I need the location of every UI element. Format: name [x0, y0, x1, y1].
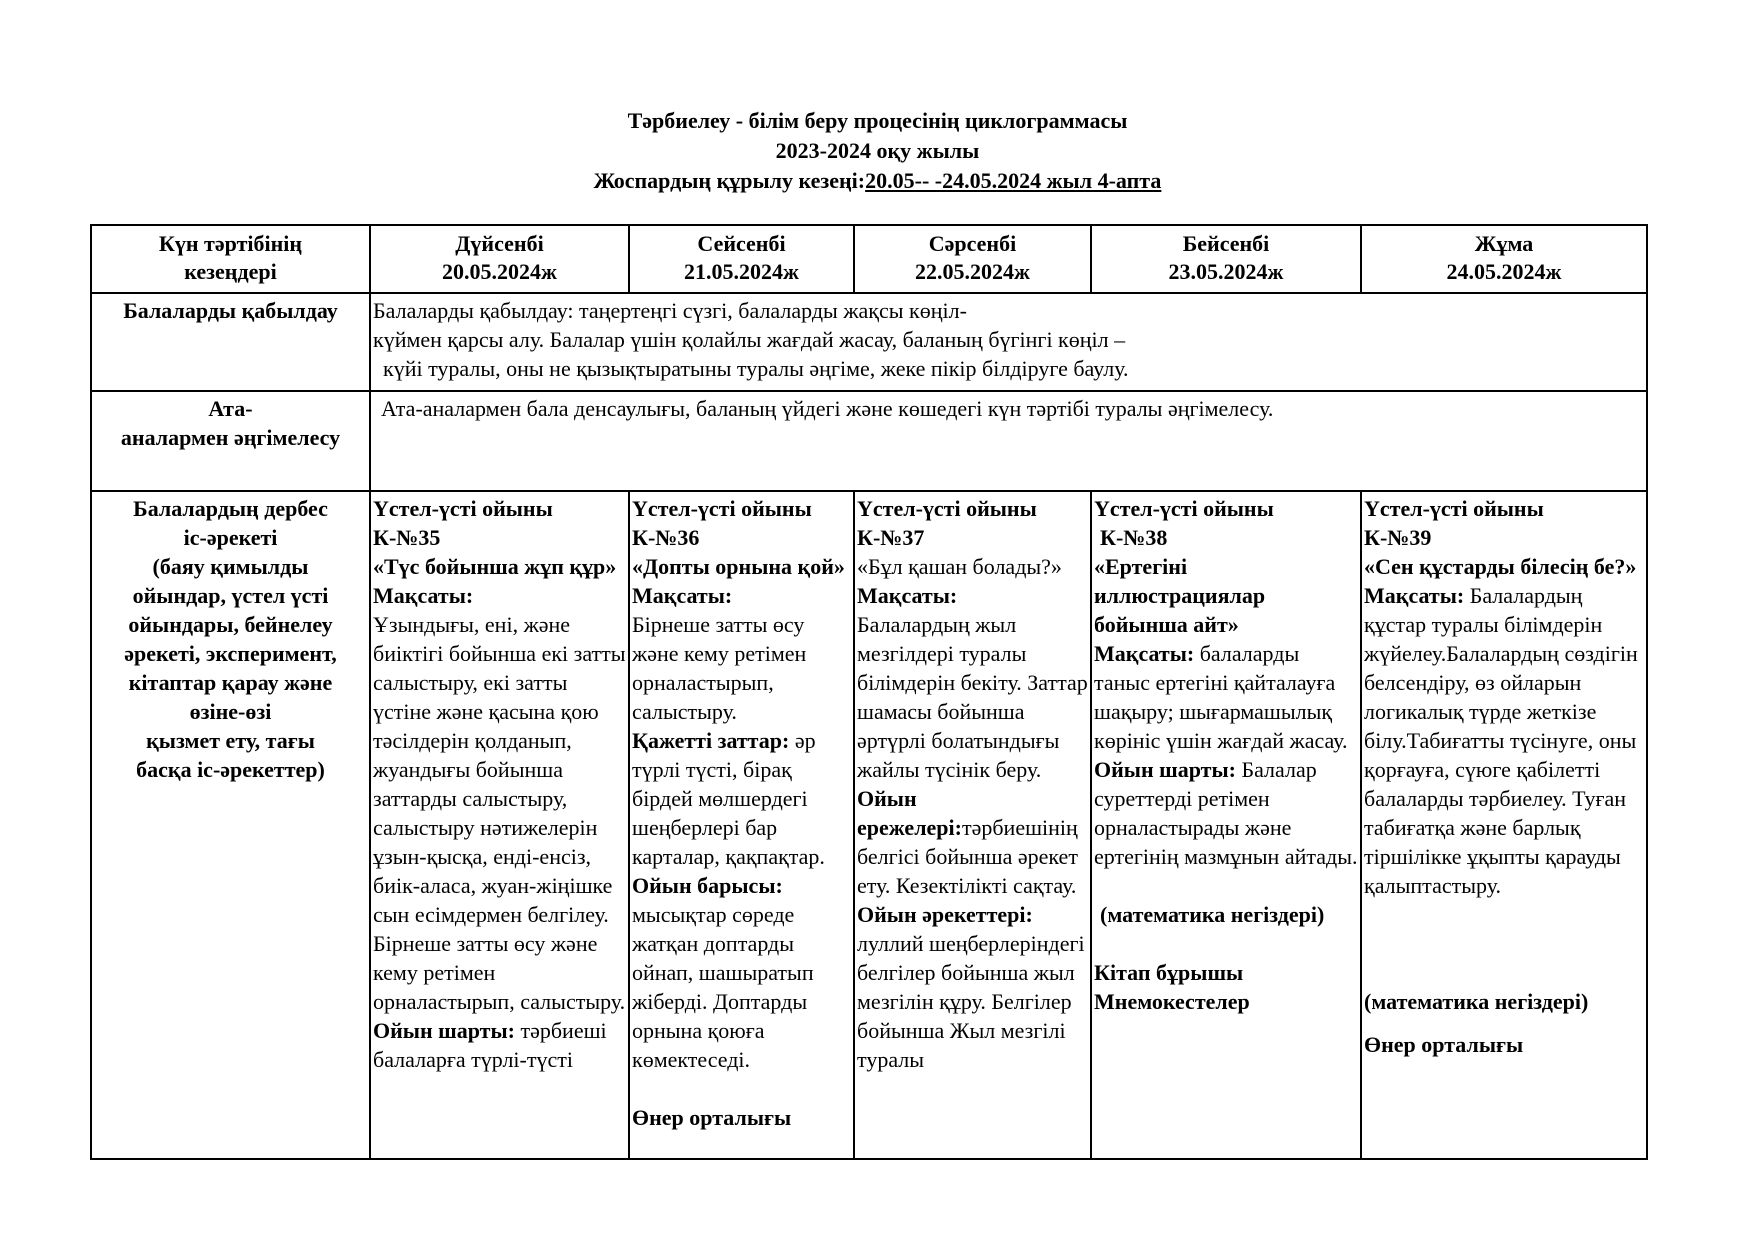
monday-activity-cell: [370, 491, 629, 1159]
activities-label-line: (баяу қимылды: [152, 554, 309, 579]
materials-body: әр түрлі түсті, бірақ бірдей мөлшердегі шеңберлері бар карталар, қақпақтар.: [632, 728, 825, 869]
actions-text: луллий шеңберлеріндегі белгілер бойынша жыл мезгілін құру. Белгілер бойынша Жыл мезгілі туралы: [857, 931, 1085, 1072]
goal-text: Балалардың жыл мезгілдері туралы білімдерін бекіту. Заттар шамасы бойынша әртүрлі болатындығы жайлы түсінік беру.: [857, 612, 1088, 782]
actions-label: Ойын әрекеттері:: [857, 902, 1033, 927]
spacer: [1094, 929, 1358, 958]
materials-label: Қажетті заттар:: [632, 728, 790, 753]
activities-label-line: басқа іс-әрекеттер): [136, 757, 325, 782]
goal-body: Ұзындығы, ені, және биіктігі бойынша екі затты салыстыру, екі затты үстіне және қасына қою тәсілдерін қолданып, жуандығы бойынша заттарды салыстыру, салыстыру нәтижелерін ұзын-қысқа, енді-енсіз, биік-аласа, жуан-жіңішке сын есімдермен белгілеу. Бірнеше затты өсу және кему ретімен орналастырып, салыстыру.: [373, 612, 626, 1014]
goal-body: балаларды таныс ертегіні қайталауға шақыру; шығармашылық көрініс үшін жағдай жасау.: [1094, 641, 1348, 753]
game-name: «Түс бойынша жұп құр»: [373, 554, 617, 579]
game-type: Үстел-үсті ойыны: [857, 496, 1037, 521]
parents-label-line2: аналармен әңгімелесу: [120, 425, 341, 450]
academic-year: 2023-2024 оқу жылы: [775, 138, 980, 163]
goal-label: Мақсаты:: [1364, 583, 1465, 608]
subject-label: (математика негіздері): [1100, 902, 1325, 927]
spacer: [1364, 1016, 1644, 1030]
header-cell-friday: [1361, 225, 1647, 293]
day-name: Сейсенбі: [697, 231, 786, 256]
activities-label-line: қызмет ету, тағы: [146, 728, 315, 753]
plan-period-label: Жоспардың құрылу кезеңі:: [593, 168, 866, 193]
subject-label: (математика негіздері): [1364, 989, 1589, 1014]
activities-label-line: өзіне-өзі: [189, 699, 272, 724]
spacer: [1094, 871, 1358, 900]
plan-period: [0, 166, 1755, 196]
condition-body: Балалар суреттерді ретімен орналастырады және ертегінің мазмұнын айтады.: [1094, 757, 1358, 869]
activities-label-line: әрекеті, эксперимент,: [124, 641, 337, 666]
day-date: 20.05.2024ж: [442, 259, 557, 284]
activities-label-line: Балалардың дербес: [133, 496, 328, 521]
goal-label: Мақсаты:: [632, 583, 733, 608]
reception-text-line2: күймен қарсы алу. Балалар үшін қолайлы жағдай жасау, баланың бүгінгі көңіл –: [373, 327, 1126, 352]
document-title: Тәрбиелеу - білім беру процесінің циклограммасы: [627, 108, 1128, 133]
game-type: Үстел-үсті ойыны: [1094, 496, 1274, 521]
goal-label: Мақсаты:: [1094, 641, 1195, 666]
row-label-activities: [91, 491, 370, 1159]
game-name: «Ертегіні иллюстрациялар бойынша айт»: [1094, 554, 1266, 637]
game-number: К-№39: [1364, 525, 1432, 550]
game-type: Үстел-үсті ойыны: [632, 496, 812, 521]
reception-text-line1: Балаларды қабылдау: таңертеңгі сүзгі, балаларды жақсы көңіл-: [373, 298, 967, 323]
thursday-activity-cell: [1091, 491, 1361, 1159]
rules-label: Ойын ережелері:: [857, 786, 962, 840]
game-name: «Сен құстарды білесің бе?»: [1364, 554, 1637, 579]
table-row-parents: [91, 391, 1647, 491]
game-name: «Допты орнына қой»: [632, 554, 845, 579]
header-cell-tuesday: [629, 225, 854, 293]
mnemo-label: Мнемокестелер: [1094, 989, 1250, 1014]
friday-activity-cell: [1361, 491, 1647, 1159]
goal-label: Мақсаты:: [373, 583, 474, 608]
table-row-activities: [91, 491, 1647, 1159]
game-number: К-№36: [632, 525, 700, 550]
header-cell-period: [91, 225, 370, 293]
activities-label-line: ойындары, бейнелеу: [128, 612, 333, 637]
reception-text: [370, 293, 1647, 391]
game-type: Үстел-үсті ойыны: [1364, 496, 1544, 521]
activities-label-line: ойындар, үстел үсті: [132, 583, 329, 608]
goal-text: [373, 610, 626, 1074]
day-date: 23.05.2024ж: [1168, 259, 1284, 284]
spacer: [1364, 929, 1644, 958]
game-name: «Бұл қашан болады?»: [857, 554, 1062, 579]
materials-text: [632, 726, 851, 871]
goal-text: [1364, 581, 1644, 900]
parents-text: Ата-аналармен бала денсаулығы, баланың үйдегі және көшедегі күн тәртібі туралы әңгімелесу.: [370, 391, 1647, 491]
game-number: К-№38: [1100, 525, 1168, 550]
game-number: К-№37: [857, 525, 925, 550]
day-date: 24.05.2024ж: [1446, 259, 1562, 284]
day-date: 21.05.2024ж: [684, 259, 799, 284]
spacer: [632, 1074, 851, 1103]
day-date: 22.05.2024ж: [915, 259, 1030, 284]
goal-body: Балалардың құстар туралы білімдерін жүйелеу.Балалардың сөздігін белсендіру, өз ойларын логикалық түрде жеткізе білу.Табиғатты түсінуге, оны қорғауға, сүюге қабілетті балаларды тәрбиелеу. Туған табиғатқа және барлық тіршілікке ұқыпты қарауды қалыптастыру.: [1364, 583, 1638, 898]
header-cell-thursday: [1091, 225, 1361, 293]
day-name: Бейсенбі: [1182, 231, 1270, 256]
goal-label: Мақсаты:: [857, 583, 958, 608]
table-row-reception: [91, 293, 1647, 391]
tuesday-activity-cell: [629, 491, 854, 1159]
header-period-line1: Күн тәртібінің: [158, 231, 303, 256]
game-type: Үстел-үсті ойыны: [373, 496, 553, 521]
day-name: Жұма: [1474, 231, 1534, 256]
condition-label: Ойын шарты:: [373, 1018, 515, 1043]
row-label-reception: Балаларды қабылдау: [91, 293, 370, 391]
corner-label: Кітап бұрышы: [1094, 960, 1244, 985]
plan-period-value: 20.05-- -24.05.2024 жыл 4-апта: [865, 168, 1162, 193]
goal-text: [1094, 639, 1358, 755]
day-name: Сәрсенбі: [928, 231, 1017, 256]
spacer: [1364, 958, 1644, 987]
activities-label-line: кітаптар қарау және: [128, 670, 333, 695]
wednesday-activity-cell: [854, 491, 1091, 1159]
center-label: Өнер орталығы: [632, 1105, 792, 1130]
goal-text: Бірнеше затты өсу және кему ретімен орналастырып, салыстыру.: [632, 612, 807, 724]
header-cell-monday: [370, 225, 629, 293]
reception-text-line3: күйі туралы, оны не қызықтыратыны туралы әңгіме, жеке пікір білдіруге баулу.: [383, 356, 1129, 381]
center-label: Өнер орталығы: [1364, 1032, 1524, 1057]
condition-label: Ойын шарты:: [1094, 757, 1236, 782]
parents-label-line1: Ата-: [208, 396, 253, 421]
course-label: Ойын барысы:: [632, 873, 783, 898]
course-text: мысықтар сөреде жатқан доптарды ойнап, шашыратып жіберді. Доптарды орнына қоюға көмектеседі.: [632, 902, 814, 1072]
activities-label-line: іс-әрекеті: [183, 525, 278, 550]
header-period-line2: кезеңдері: [184, 259, 277, 284]
rules-text: [857, 784, 1088, 900]
schedule-table: [90, 224, 1648, 1160]
header-cell-wednesday: [854, 225, 1091, 293]
document-header: [0, 106, 1755, 196]
game-number: К-№35: [373, 525, 441, 550]
row-label-parents: [91, 391, 370, 491]
condition-text: [1094, 755, 1358, 871]
spacer: [1364, 900, 1644, 929]
condition-text: тәрбиеші балаларға түрлі-түсті: [373, 1018, 607, 1072]
table-header-row: [91, 225, 1647, 293]
day-name: Дүйсенбі: [455, 231, 544, 256]
rules-body: тәрбиешінің белгісі бойынша әрекет ету. Кезектілікті сақтау.: [857, 815, 1078, 898]
